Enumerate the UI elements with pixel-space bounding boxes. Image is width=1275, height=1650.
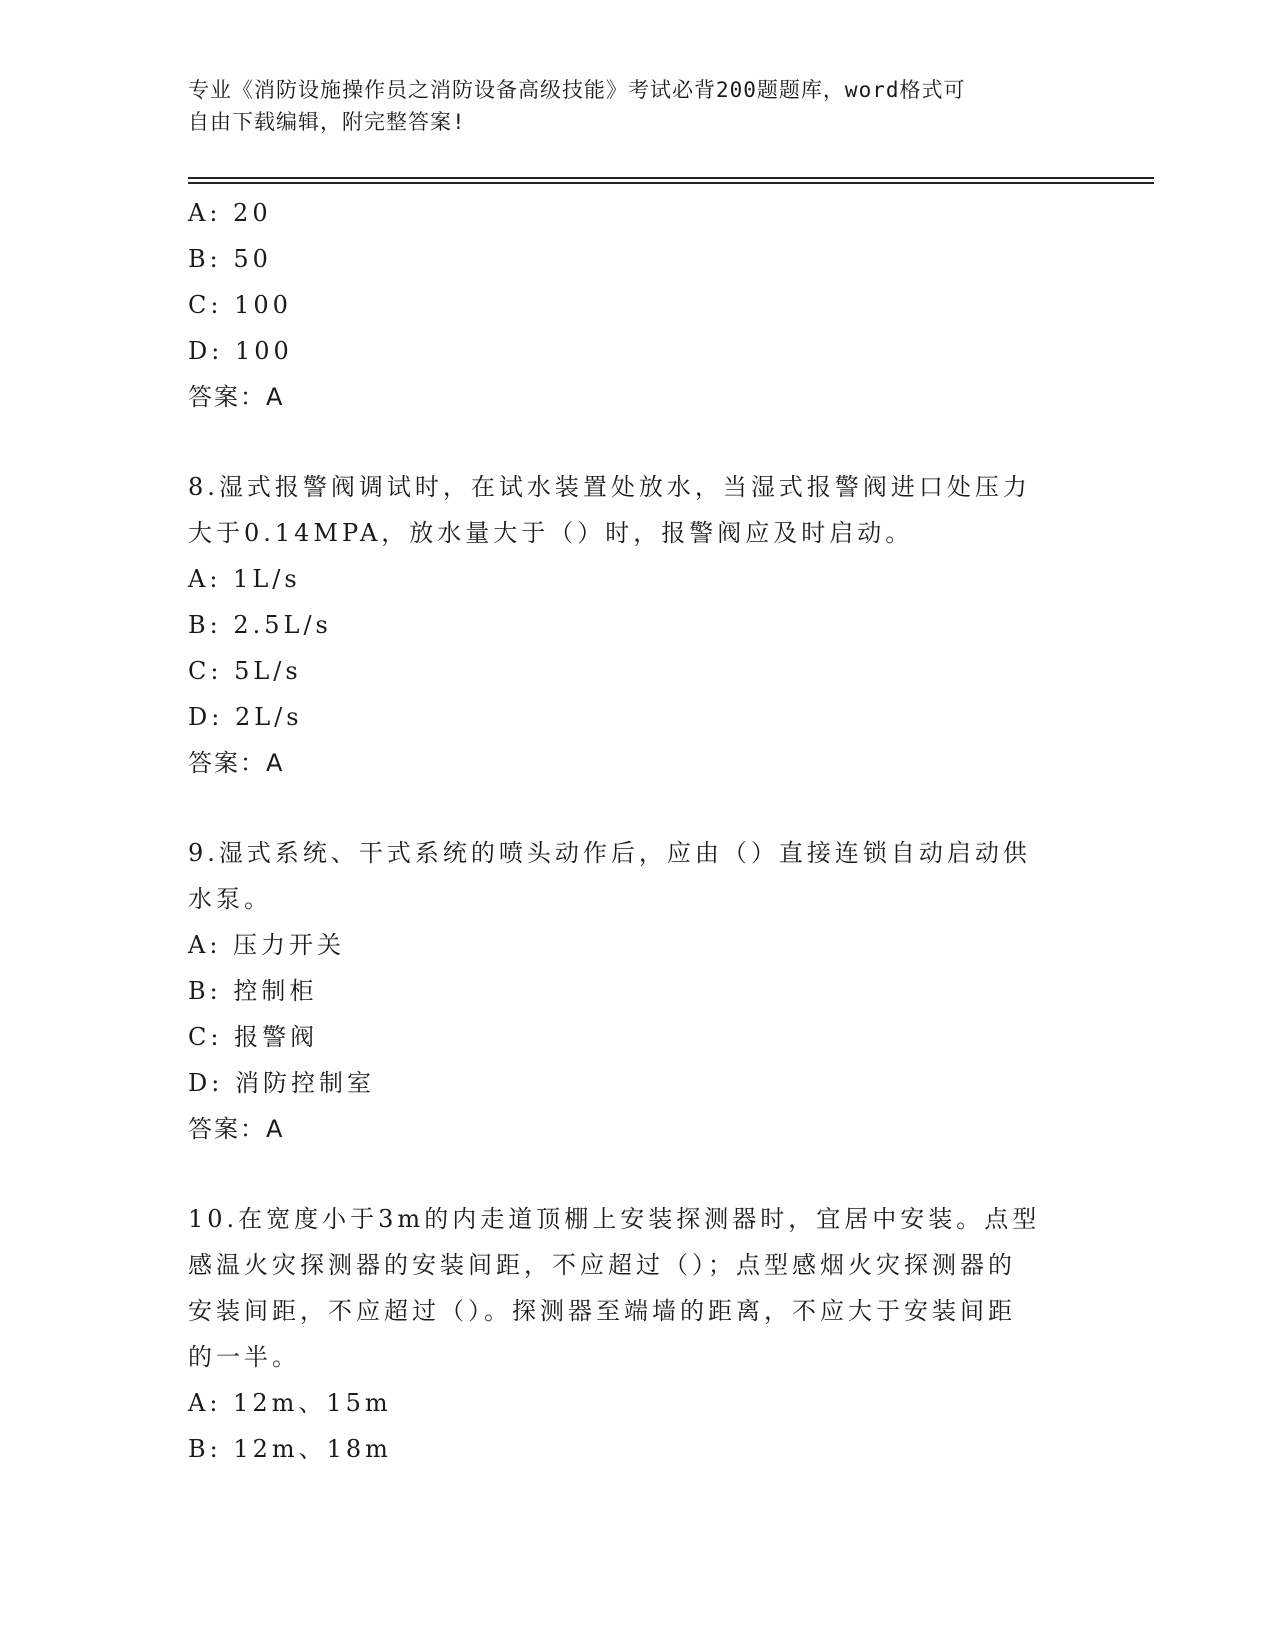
- option-d: D: 2L/s: [188, 703, 303, 731]
- question-7: [188, 190, 1088, 420]
- answer: 答案：A: [188, 749, 285, 777]
- document-header: [188, 74, 1068, 138]
- answer: 答案：A: [188, 383, 285, 411]
- option-b: B: 2.5L/s: [188, 611, 332, 639]
- question-text-line: 9.湿式系统、干式系统的喷头动作后，应由（）直接连锁自动启动供: [188, 839, 1031, 867]
- option-b: B: 50: [188, 245, 272, 273]
- question-text-line: 8.湿式报警阀调试时，在试水装置处放水，当湿式报警阀进口处压力: [188, 473, 1031, 501]
- spacer: [188, 786, 1088, 830]
- question-text-line: 大于0.14MPA，放水量大于（）时，报警阀应及时启动。: [188, 519, 914, 547]
- option-a: A: 12m、15m: [188, 1389, 392, 1417]
- question-list: [188, 190, 1088, 1472]
- answer: 答案：A: [188, 1115, 285, 1143]
- option-a: A: 20: [188, 199, 272, 227]
- header-rule-bottom: [188, 182, 1154, 184]
- option-d: D: 消防控制室: [188, 1069, 375, 1097]
- option-a: A: 1L/s: [188, 565, 301, 593]
- question-text-line: 水泵。: [188, 885, 272, 913]
- option-b: B: 12m、18m: [188, 1435, 392, 1463]
- question-10: [188, 1196, 1088, 1472]
- question-text-line: 感温火灾探测器的安装间距，不应超过（）；点型感烟火灾探测器的: [188, 1251, 1016, 1279]
- option-a: A: 压力开关: [188, 931, 346, 959]
- header-rule-top: [188, 177, 1154, 179]
- option-c: C: 5L/s: [188, 657, 302, 685]
- question-8: [188, 464, 1088, 786]
- spacer: [188, 1152, 1088, 1196]
- question-text-line: 安装间距，不应超过（）。探测器至端墙的距离，不应大于安装间距: [188, 1297, 1016, 1325]
- header-line-2: 自由下载编辑，附完整答案!: [188, 110, 466, 134]
- question-text-line: 的一半。: [188, 1343, 300, 1371]
- question-9: [188, 830, 1088, 1152]
- option-d: D: 100: [188, 337, 293, 365]
- spacer: [188, 420, 1088, 464]
- option-c: C: 报警阀: [188, 1023, 319, 1051]
- header-line-1: 专业《消防设施操作员之消防设备高级技能》考试必背200题题库，word格式可: [188, 78, 966, 102]
- question-text-line: 10.在宽度小于3m的内走道顶棚上安装探测器时，宜居中安装。点型: [188, 1205, 1041, 1233]
- option-c: C: 100: [188, 291, 292, 319]
- option-b: B: 控制柜: [188, 977, 318, 1005]
